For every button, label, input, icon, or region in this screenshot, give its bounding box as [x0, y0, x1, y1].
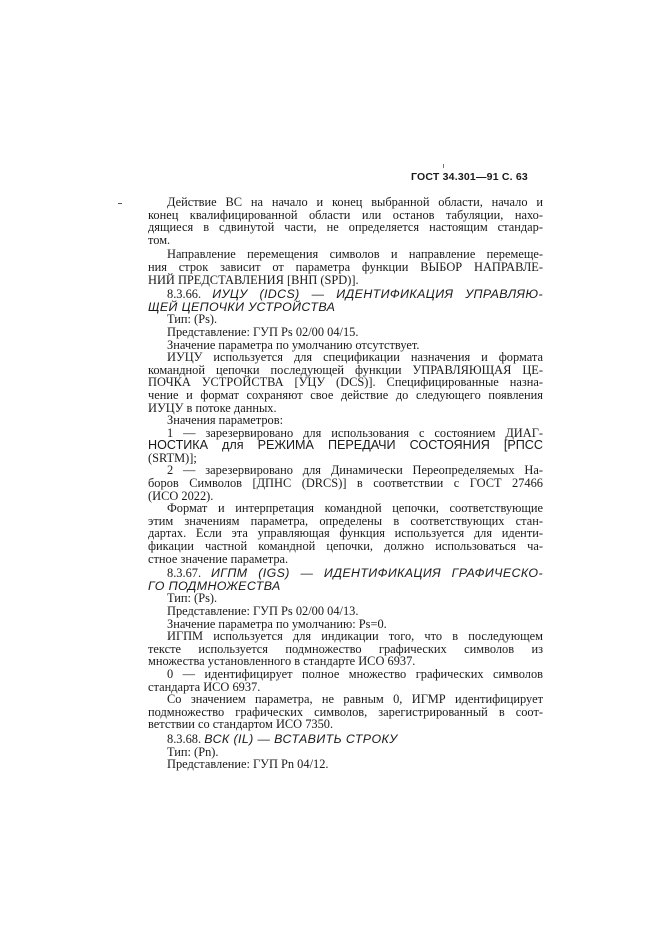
text-line: ветствии со стандартом ИСО 7350. — [148, 717, 334, 732]
text-line: Направление перемещения символов и направление перемеще- — [167, 247, 543, 262]
section-title-cont: ЩЕЙ ЦЕПОЧКИ УСТРОЙСТВА — [148, 299, 336, 314]
text-line: этим значениям параметра, определены в соответствующих стан- — [148, 513, 543, 528]
document-body — [148, 196, 543, 773]
text-line: Со значением параметра, не равным 0, ИГМР идентифицирует — [167, 692, 543, 707]
text-line: ПОЧКА УСТРОЙСТВА [УЦУ (DCS)]. Специфицированные назна- — [148, 375, 543, 390]
section-heading — [148, 733, 543, 746]
text-line: дартах. Если эта управляющая функция используется для иденти- — [148, 526, 543, 541]
values-label: Значения параметров: — [167, 413, 284, 428]
text-line: 0 — идентифицирует полное множество графических символов — [167, 666, 543, 681]
representation-line: Представление: ГУП Pn 04/12. — [167, 757, 329, 772]
text-line: конец квалифицированной области или останов табуляции, нахо- — [148, 207, 543, 222]
text-line: (ИСО 2022). — [148, 488, 214, 503]
text-line: чение и формат сохраняют свое действие до следующего появления — [148, 387, 543, 402]
representation-line: Представление: ГУП Ps 02/00 04/15. — [167, 324, 359, 339]
page-header: ГОСТ 34.301—91 С. 63 — [411, 171, 528, 183]
section-number: 8.3.66. — [167, 287, 202, 302]
text-line: ИГПМ используется для индикации того, что в последующем — [167, 629, 543, 644]
section-title: ИУЦУ (IDCS) — ИДЕНТИФИКАЦИЯ УПРАВЛЯЮ- — [212, 287, 543, 302]
section-heading — [148, 288, 543, 301]
text-line: ИУЦУ в потоке данных. — [148, 400, 277, 415]
section-number: 8.3.67. — [167, 566, 202, 581]
default-line: Значение параметра по умолчанию отсутствует. — [167, 337, 420, 352]
section-number: 8.3.68. — [167, 731, 202, 746]
section-title: ИГПМ (IGS) — ИДЕНТИФИКАЦИЯ ГРАФИЧЕСКО- — [211, 566, 543, 581]
text-line: стное значение параметра. — [148, 551, 289, 566]
text-line: (SRTM)]; — [148, 450, 197, 465]
type-line: Тип: (Ps). — [167, 312, 218, 327]
default-line: Значение параметра по умолчанию: Ps=0. — [167, 616, 387, 631]
paragraph-direction — [148, 248, 543, 286]
text-line: НИЙ ПРЕДСТАВЛЕНИЯ [ВНП (SPD)]. — [148, 272, 359, 287]
type-line: Тип: (Pn). — [167, 744, 219, 759]
representation-line: Представление: ГУП Ps 02/00 04/13. — [167, 604, 359, 618]
text-line: командной цепочки последующей функции УПРАВЛЯЮЩАЯ ЦЕ- — [148, 362, 543, 377]
text-line: множества установленного в стандарте ИСО 6937. — [148, 654, 416, 669]
text-line: фикации частной командной цепочки, должно использоваться ча- — [148, 539, 543, 554]
section-heading — [148, 567, 543, 580]
type-line: Тип: (Ps). — [167, 591, 218, 606]
text-line: боров Символов [ДПНС (DRCS)] в соответствии с ГОСТ 27466 — [148, 476, 543, 491]
text-line: дящиеся в сдвинутой части, не определяется настоящим стандар- — [148, 220, 543, 235]
section-title-cont: ГО ПОДМНОЖЕСТВА — [148, 578, 281, 593]
text-line: тексте используется подмножество графических символов из — [148, 641, 543, 656]
section-title: ВСК (IL) — ВСТАВИТЬ СТРОКУ — [204, 731, 398, 746]
text-line: НОСТИКА для РЕЖИМА ПЕРЕДАЧИ СОСТОЯНИЯ [РПСС — [148, 438, 543, 453]
text-line: Формат и интерпретация командной цепочки, соответствующие — [167, 501, 543, 516]
text-line: 1 — зарезервировано для использования с состоянием ДИАГ- — [167, 425, 543, 440]
section-8-3-68 — [148, 733, 543, 771]
section-8-3-67 — [148, 567, 543, 731]
text-line: ИУЦУ используется для спецификации назначения и формата — [167, 350, 543, 365]
text-line: подмножество графических символов, зарегистрированный в соот- — [148, 704, 543, 719]
text-line: Действие ВС на начало и конец выбранной области, начало и — [167, 195, 543, 209]
scan-mark — [118, 203, 122, 204]
scan-mark — [443, 164, 444, 168]
paragraph-bs-action — [148, 196, 543, 246]
text-line: стандарта ИСО 6937. — [148, 679, 261, 694]
section-8-3-66 — [148, 288, 543, 565]
text-line: том. — [148, 232, 171, 247]
text-line: 2 — зарезервировано для Динамически Переопределяемых На- — [167, 463, 543, 478]
text-line: ния строк зависит от параметра функции ВЫБОР НАПРАВЛЕ- — [148, 259, 543, 274]
